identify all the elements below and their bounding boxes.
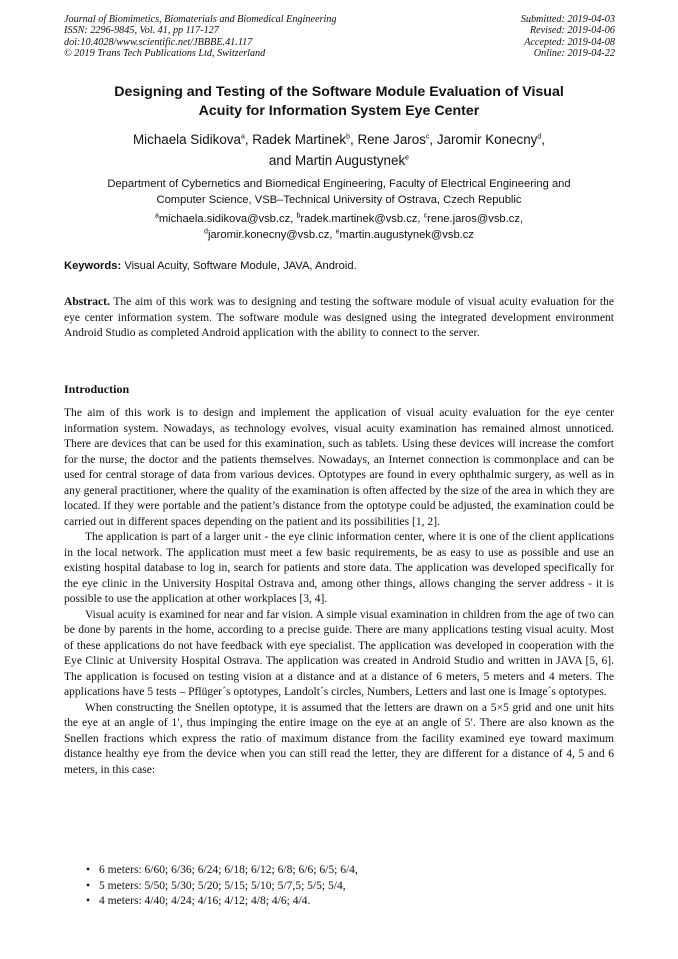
email-line-2 <box>64 227 614 243</box>
paper-title <box>60 83 618 121</box>
list-item: • 5 meters: 5/50; 5/30; 5/20; 5/15; 5/10; 5/7,5; 5/5; 5/4, <box>86 879 606 895</box>
author-line-2 <box>60 150 618 171</box>
email-sup: c <box>423 212 428 220</box>
email-address: michaela.sidikova@vsb.cz <box>158 213 291 225</box>
title-line-2: Acuity for Information System Eye Center <box>198 103 480 119</box>
author-name: and Martin Augustynek <box>268 153 406 168</box>
author-name: Jaromir Konecny <box>436 132 538 147</box>
author-sup: d <box>537 133 542 141</box>
snellen-fraction-list <box>86 863 606 910</box>
email-sup: a <box>154 212 159 220</box>
affiliation-line-2: Computer Science, VSB–Technical University of Ostrava, Czech Republic <box>156 194 522 206</box>
keywords-text: Visual Acuity, Software Module, JAVA, Android. <box>124 260 357 272</box>
email-sup: e <box>335 228 340 236</box>
abstract <box>64 295 614 342</box>
journal-header-left <box>64 14 336 60</box>
author-sup: b <box>346 133 350 141</box>
journal-header-right <box>521 14 615 60</box>
list-item: • 6 meters: 6/60; 6/36; 6/24; 6/18; 6/12; 6/8; 6/6; 6/5; 6/4, <box>86 863 606 879</box>
email-address: rene.jaros@vsb.cz <box>427 213 520 225</box>
email-address: radek.martinek@vsb.cz <box>300 213 418 225</box>
author-name: Michaela Sidikova <box>133 132 241 147</box>
journal-copyright: © 2019 Trans Tech Publications Ltd, Switzerland <box>64 48 266 60</box>
author-sup: c <box>425 133 430 141</box>
author-list <box>60 129 618 171</box>
date-submitted: Submitted: 2019-04-03 <box>520 14 615 25</box>
email-list <box>64 211 614 243</box>
section-heading-introduction: Introduction <box>64 382 130 396</box>
email-line-1 <box>64 211 614 227</box>
title-line-1: Designing and Testing of the Software Module Evaluation of Visual <box>114 84 564 100</box>
affiliation-line-1: Department of Cybernetics and Biomedical Engineering, Faculty of Electrical Engineering and <box>107 178 571 190</box>
email-sep: , <box>519 213 524 225</box>
keywords-label: Keywords: <box>64 260 122 272</box>
author-sup: e <box>405 154 410 162</box>
date-online: Online: 2019-04-22 <box>533 48 615 60</box>
journal-name: Journal of Biomimetics, Biomaterials and Biomedical Engineering <box>64 14 337 25</box>
email-address: jaromir.konecny@vsb.cz <box>207 229 330 241</box>
abstract-label: Abstract. <box>64 296 110 308</box>
author-sep: , <box>429 132 437 147</box>
author-sep: , <box>541 132 545 147</box>
author-sup: a <box>240 133 245 141</box>
author-line-1 <box>60 129 618 150</box>
paragraph: The aim of this work is to design and implement the application of visual acuity evaluation for the eye center information system. Nowadays, as technology evolves, visual acuity examination has remained almost unnoticed. There are devices that can be used for this examination, such as tablets. Using these devices will increase the comfort for the nurse, the doctor and the patients themselves. Nowadays, an Internet connection is commonplace and can be used for central storage of data from various devices. Optotypes are found in every ophthalmic surgery, as well as in any general practitioner, where the quality of the examination is often affected by the size of the area in which they are located. If they were portable and the patient’s distance from the optotype could be adjusted, the examination could be carried out in different spaces depending on the patient and its possibilities [1, 2]. <box>64 407 614 528</box>
email-sup: b <box>296 212 301 220</box>
email-sep: , <box>290 213 297 225</box>
journal-issn: ISSN: 2296-9845, Vol. 41, pp 117-127 <box>64 25 219 37</box>
journal-doi: doi:10.4028/www.scientific.net/JBBBE.41.117 <box>64 36 253 48</box>
list-item: • 4 meters: 4/40; 4/24; 4/16; 4/12; 4/8; 4/6; 4/4. <box>86 894 606 910</box>
author-name: Radek Martinek <box>252 132 347 147</box>
author-name: Rene Jaros <box>357 132 426 147</box>
introduction-body <box>64 406 614 778</box>
keywords <box>64 259 614 273</box>
author-sep: , <box>244 132 253 147</box>
email-sep: , <box>417 213 424 225</box>
email-address: martin.augustynek@vsb.cz <box>339 229 474 241</box>
author-sep: , <box>349 132 358 147</box>
email-sep: , <box>329 229 336 241</box>
date-revised: Revised: 2019-04-06 <box>529 25 615 37</box>
email-sup: d <box>204 228 208 236</box>
paragraph: The application is part of a larger unit - the eye clinic information center, where it is one of the client applications in the local network. The application must meet a few basic requirements, be as easy to use as possible and use an existing hospital database to log in, search for patients and store data. The application was developed specifically for the eye clinic in the University Hospital Ostrava and, among other things, allows changing the server address - it is possible to use the application at other workplaces [3, 4]. <box>64 531 614 605</box>
affiliation <box>64 176 614 208</box>
paragraph: Visual acuity is examined for near and far vision. A simple visual examination in children from the age of two can be done by parents in the home, according to a precise guide. There are many applications testing visual acuity. Most of these applications do not have feedback with eye specialist. The application was developed in cooperation with the Eye Clinic at University Hospital Ostrava. The application was created in Android Studio and written in JAVA [5, 6]. The application is focused on testing vision at a distance and at a distance of 6 meters, 5 meters and 4 meters. The applications have 5 tests – Pflüger´s optotypes, Landolt´s circles, Numbers, Letters and last one is Image´s optotypes. <box>64 608 614 698</box>
paragraph: When constructing the Snellen optotype, it is assumed that the letters are drawn on a 5×5 grid and one unit hits the eye at an angle of 1′, thus impinging the entire image on the eye at an angle of 5′. There are also known as the Snellen fractions which express the ratio of maximum distance from the facility examined eye toward maximum distance healthy eye from the device when you can still read the letter, they are different for a distance of 4, 5 and 6 meters, in this case: <box>64 701 614 776</box>
abstract-text: The aim of this work was to designing and testing the software module of visual acuity evaluation for the eye center information system. The software module was designed using the integrated development environment Android Studio as completed Android application with the ability to connect to the server. <box>64 296 614 339</box>
date-accepted: Accepted: 2019-04-08 <box>524 36 615 48</box>
